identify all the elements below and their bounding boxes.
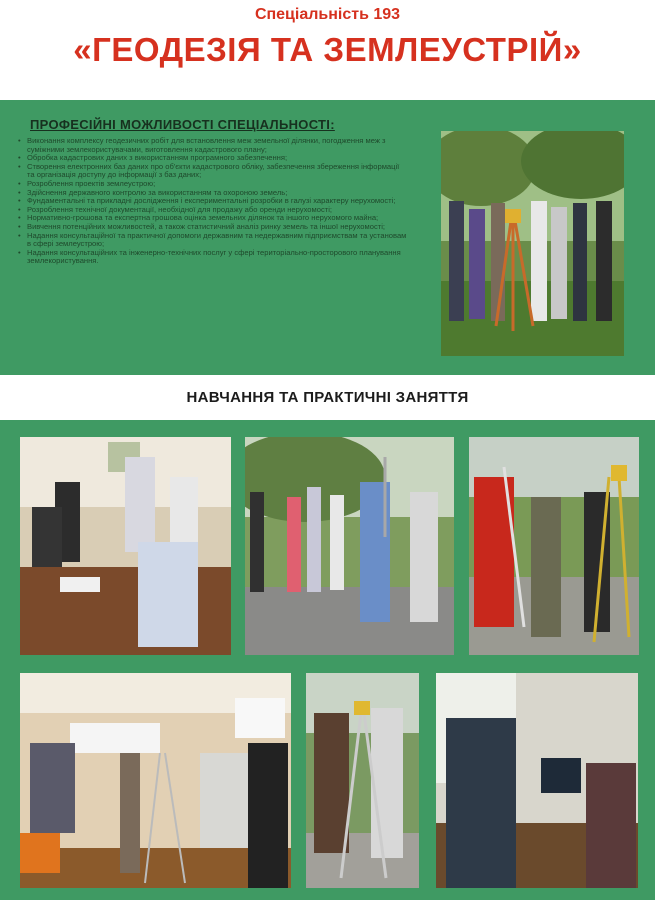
list-item: • Здійснення державного контролю за використанням та охороною земель; xyxy=(18,189,408,198)
header xyxy=(0,0,655,100)
classroom-photo xyxy=(20,437,231,655)
list-item: • Розроблення проектів землеустрою; xyxy=(18,180,408,189)
field-practice-photo xyxy=(245,437,454,655)
list-item: • Вивчення потенційних можливостей, а також статистичний аналіз ринку земель та іншої нерухомості; xyxy=(18,223,408,232)
list-item: • Обробка кадастрових даних з використанням програмного забезпечення; xyxy=(18,154,408,163)
list-item: • Виконання комплексу геодезичних робіт для встановлення меж земельної ділянки, погодження меж з суміжними землекористувачами, виготовлення кадастрового плану; xyxy=(18,137,408,154)
training-heading: НАВЧАННЯ ТА ПРАКТИЧНІ ЗАНЯТТЯ xyxy=(186,389,469,406)
page-title: «ГЕОДЕЗІЯ ТА ЗЕМЛЕУСТРІЙ» xyxy=(73,31,582,68)
laboratory-photo xyxy=(20,673,291,888)
list-item: • Надання консультаційних та інженерно-технічних послуг у сфері територіально-просторового планування землекористування. xyxy=(18,249,408,266)
list-item: • Створення електронних баз даних про об'єкти кадастрового обліку, забезпечення збереження інформації та організація доступу до інформації з баз даних; xyxy=(18,163,408,180)
computer-lab-photo xyxy=(436,673,638,888)
list-item: • Нормативно-грошова та експертна грошова оцінка земельних ділянок та іншого нерухомого майна; xyxy=(18,214,408,223)
list-item: • Фундаментальні та прикладні дослідження і експериментальні розробки в галузі характеру нерухомості; xyxy=(18,197,408,206)
specialty-number: Спеціальність 193 xyxy=(254,6,401,23)
list-item: • Надання консультаційної та практичної допомоги державним та недержавним підприємствам та установам в сфері землеустрою; xyxy=(18,232,408,249)
possibilities-heading: ПРОФЕСІЙНІ МОЖЛИВОСТІ СПЕЦІАЛЬНОСТІ: xyxy=(30,117,335,132)
possibilities-list xyxy=(18,137,408,266)
group-photo xyxy=(441,131,624,356)
surveying-practice-photo xyxy=(469,437,639,655)
list-item: • Розроблення технічної документації, необхідної для продажу або оренди нерухомості; xyxy=(18,206,408,215)
instrument-practice-photo xyxy=(306,673,419,888)
